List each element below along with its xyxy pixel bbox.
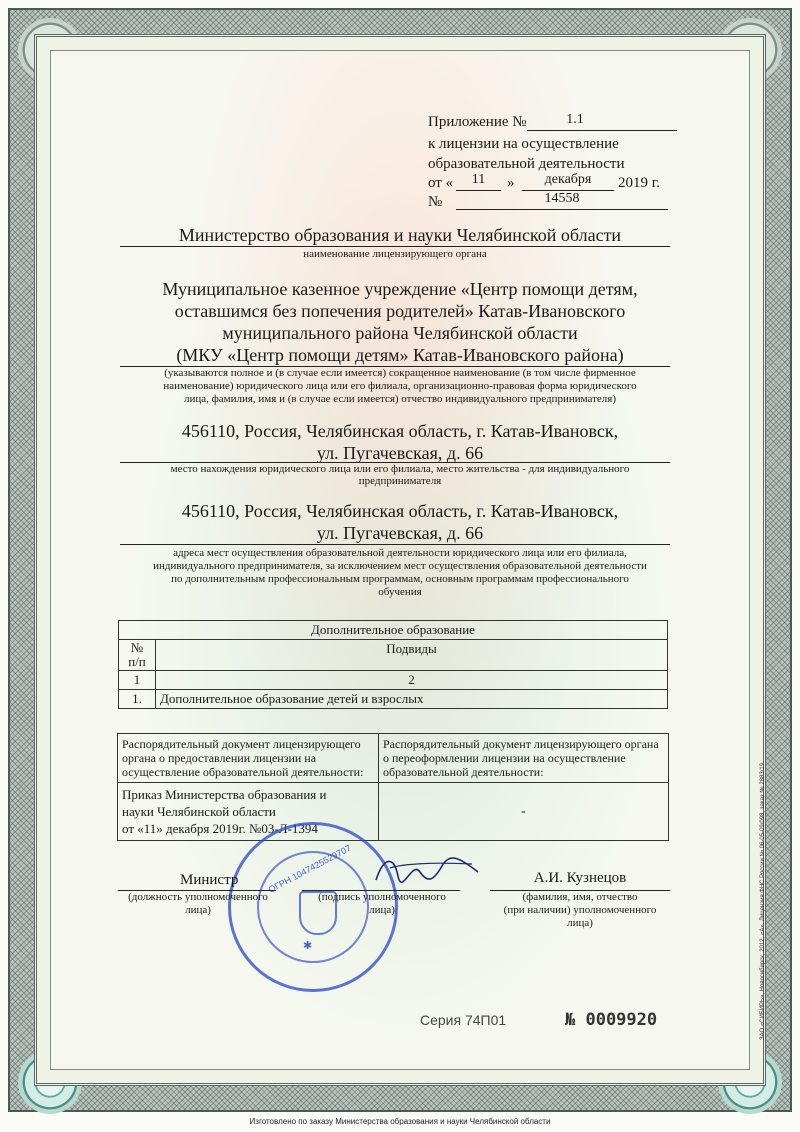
license-day: 11 [471, 172, 486, 187]
date-prefix: от « [428, 175, 454, 191]
license-month: декабря [544, 172, 592, 187]
activity-caption-2: индивидуального предпринимателя, за исключением мест осуществления образовательной деятельности [153, 560, 647, 572]
licensing-body-line [120, 246, 670, 247]
appendix-number: 1.1 [566, 112, 584, 127]
location-caption-1: место нахождения юридического лица или его филиала, место жительства - для индивидуального [170, 463, 630, 475]
table-row [119, 690, 668, 709]
signer-name: А.И. Кузнецов [533, 870, 627, 886]
column-header-subtypes: Подвиды [156, 640, 668, 671]
table-header-row [119, 640, 668, 671]
reissue-order-header: Распорядительный документ лицензирующего органа о переоформлении лицензии на осуществление образовательной деятельности: [379, 734, 669, 783]
table-title: Дополнительное образование [119, 621, 668, 640]
location-line-2: ул. Пугачевская, д. 66 [316, 443, 484, 463]
location-caption-2: предпринимателя [358, 475, 442, 487]
organization-line-4: (МКУ «Центр помощи детям» Катав-Ивановского района) [176, 345, 624, 365]
grant-order-header: Распорядительный документ лицензирующего органа о предоставлении лицензии на осуществление образовательной деятельности: [118, 734, 379, 783]
grant-order-line-3: от «11» декабря 2019г. №03-Л-1394 [122, 821, 318, 836]
education-subtypes-table [118, 620, 668, 709]
location-line-1: 456110, Россия, Челябинская область, г. Катав-Ивановск, [181, 421, 619, 441]
appendix-line2: к лицензии на осуществление [428, 136, 619, 152]
order-documents-table [117, 733, 669, 841]
organization-line-2: оставшимся без попечения родителей» Катав-Ивановского [174, 301, 626, 321]
blank-series: Серия 74П01 [420, 1012, 507, 1028]
licensing-body-caption: наименование лицензирующего органа [303, 248, 487, 260]
table-numbering-row [119, 671, 668, 690]
organization-caption-3: лица, фамилия, имя и (в случае если имеется) отчество индивидуального предпринимателя) [183, 393, 617, 405]
seal-ogrn: ОГРН 1047425529707 [266, 842, 353, 895]
signer-position: Министр [180, 872, 239, 888]
organization-line-3: муниципального района Челябинской области [222, 323, 578, 343]
license-number-label: № [428, 194, 443, 210]
reissue-order-value: - [379, 783, 669, 841]
activity-caption-3: по дополнительным профессиональным программам, основным программам профессионального [171, 573, 629, 585]
row-number: 1. [119, 690, 156, 709]
appendix-label: Приложение № [428, 114, 527, 130]
printer-imprint: ЗАО «СИБИРЬ», Новосибирск, 2012, «А». Лицензия ФНС России № 06-05-09/098, заказ № 2883/19 [760, 762, 766, 1040]
position-caption: (должность уполномоченного лица) [128, 891, 268, 916]
license-year: 2019 г. [618, 175, 660, 191]
column-header-number: № п/п [119, 640, 156, 671]
license-number-line [456, 209, 668, 210]
documents-value-row [118, 783, 669, 841]
activity-address-line-1: 456110, Россия, Челябинская область, г. Катав-Ивановск, [181, 501, 619, 521]
organization-line-1: Муниципальное казенное учреждение «Центр помощи детям, [162, 279, 638, 299]
activity-address-line-2: ул. Пугачевская, д. 66 [316, 523, 484, 543]
date-mid: » [507, 175, 515, 191]
signature-icon [372, 850, 482, 890]
footer-note: Изготовлено по заказу Министерства образования и науки Челябинской области [249, 1117, 551, 1126]
activity-address-line [120, 544, 670, 545]
star-icon: ✱ [303, 940, 313, 952]
blank-number: № 0009920 [565, 1010, 658, 1030]
row-subtype: Дополнительное образование детей и взрослых [156, 690, 668, 709]
licensing-body-name: Министерство образования и науки Челябинской области [178, 225, 622, 245]
column-number-2: 2 [156, 671, 668, 690]
documents-header-row [118, 734, 669, 783]
signature-caption: (подпись уполномоченного лица) [318, 891, 446, 916]
grant-order-line-2: науки Челябинской области [122, 804, 276, 819]
activity-caption-4: обучения [378, 586, 422, 598]
appendix-number-line [527, 130, 677, 131]
appendix-line3: образовательной деятельности [428, 156, 625, 172]
organization-caption-1: (указываются полное и (в случае если имеется) сокращенное наименование (в том числе фирменное [164, 367, 636, 379]
table-title-row [119, 621, 668, 640]
name-caption: (фамилия, имя, отчество (при наличии) уполномоченного лица) [503, 891, 657, 929]
license-number: 14558 [544, 191, 580, 206]
column-number-1: 1 [119, 671, 156, 690]
grant-order-line-1: Приказ Министерства образования и [122, 787, 327, 802]
organization-caption-2: наименование) юридического лица или его филиала, организационно-правовая форма юридического [163, 380, 637, 392]
activity-caption-1: адреса мест осуществления образовательной деятельности юридического лица или его филиала, [173, 547, 627, 559]
